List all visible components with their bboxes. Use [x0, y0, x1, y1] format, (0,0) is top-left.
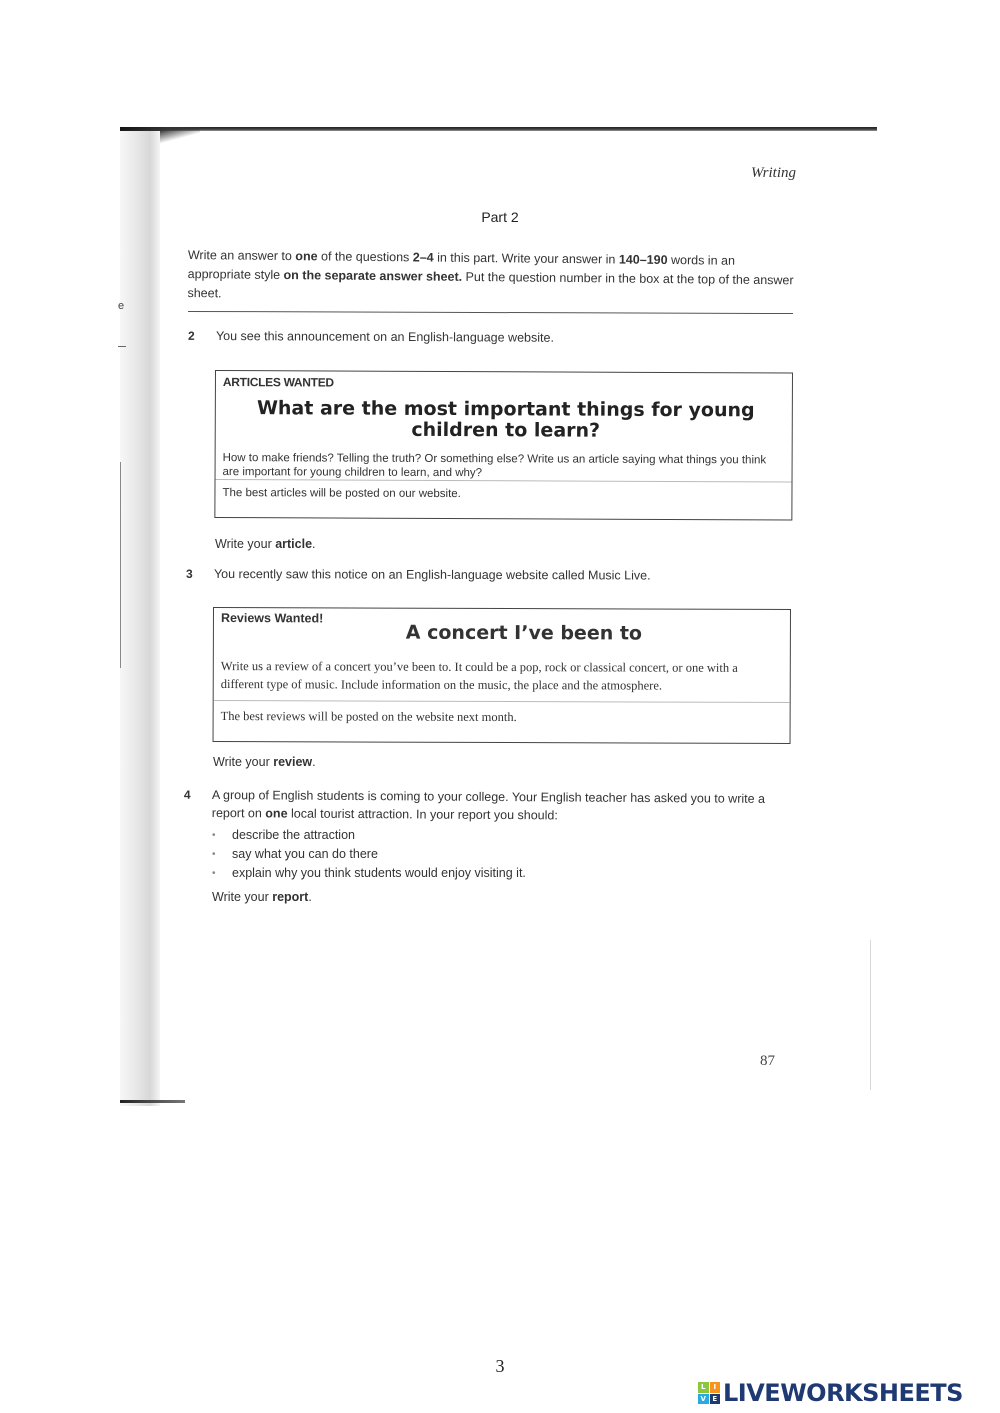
task-bold: article: [275, 537, 313, 551]
box-label: ARTICLES WANTED: [222, 375, 334, 390]
prompt-text: local tourist attraction. In your report you should:: [287, 806, 558, 823]
divider-rule: [188, 311, 793, 314]
question-2-prompt: [187, 328, 554, 345]
margin-bar: [120, 462, 121, 668]
liveworksheets-logo-icon: [698, 1382, 720, 1404]
page-right-edge: [870, 940, 871, 1090]
task-bold: report: [272, 890, 309, 904]
logo-tile: V: [698, 1394, 709, 1405]
prompt-text: You see this announcement on an English-language website.: [215, 329, 554, 345]
task-text: .: [312, 755, 316, 769]
list-item-text: explain why you think students would enjoy visiting it.: [232, 866, 526, 880]
bullet-icon: •: [212, 868, 216, 879]
bullet-icon: •: [212, 830, 216, 841]
question-2-task: [215, 537, 316, 551]
instructions-text: Put the question number in the box at the top of the answer sheet.: [187, 269, 794, 301]
instructions-text: words in an appropriate style: [187, 253, 736, 283]
page-top-edge: [120, 127, 877, 131]
box-divider: [214, 700, 790, 703]
running-head: Writing: [750, 165, 796, 181]
instructions-text: in this part. Write your answer in: [433, 250, 619, 267]
box-headline: A concert I’ve been to: [405, 621, 643, 645]
question-number: 4: [183, 787, 191, 802]
prompt-text: A group of English students is coming to your college. Your English teacher has asked you to write a report on: [211, 787, 766, 821]
instructions-bold: on the separate answer sheet.: [283, 268, 463, 284]
list-item: [212, 864, 526, 883]
book-page-number: 87: [760, 1053, 775, 1069]
margin-mark: e: [118, 300, 125, 312]
instructions-bold: 2–4: [412, 250, 434, 265]
instructions: [187, 246, 800, 309]
instructions-bold: one: [295, 249, 318, 264]
instructions-bold: 140–190: [618, 252, 668, 268]
margin-dash: [118, 346, 126, 347]
task-text: Write your: [212, 890, 273, 904]
prompt-bold: one: [265, 806, 288, 821]
task-bullet-list: [212, 826, 526, 883]
book-spine-shadow: [120, 131, 160, 1106]
box-body: How to make friends? Telling the truth? Or something else? Write us an article saying what things you think are important for young children to learn, and why?: [222, 452, 767, 480]
part-title: Part 2: [481, 209, 519, 225]
task-text: Write your: [213, 755, 274, 769]
list-item-text: describe the attraction: [232, 828, 355, 842]
question-4-prompt: [183, 786, 782, 826]
question-number: 3: [185, 566, 193, 581]
box-label: Reviews Wanted!: [220, 611, 324, 626]
task-text: .: [312, 537, 316, 551]
list-item-text: say what you can do there: [232, 847, 378, 861]
task-text: .: [308, 890, 312, 904]
liveworksheets-brand[interactable]: [698, 1380, 963, 1406]
question-3-prompt: [185, 566, 651, 583]
box-body: Write us a review of a concert you’ve been to. It could be a pop, rock or classical concert, or one with a different type of music. Include information on the music, the place and the atmosphere.: [220, 659, 738, 693]
box-headline: What are the most important things for young children to learn?: [256, 397, 755, 442]
brand-text: LIVEWORKSHEETS: [723, 1379, 963, 1407]
task-text: Write your: [215, 537, 276, 551]
question-4-task: [212, 890, 312, 904]
worksheet-page-number: 3: [495, 1356, 505, 1376]
box-note: The best articles will be posted on our website.: [222, 487, 461, 501]
logo-tile: E: [710, 1394, 721, 1405]
question-number: 2: [187, 328, 195, 343]
page-bottom-edge: [120, 1100, 185, 1103]
logo-tile: I: [710, 1382, 721, 1393]
notice-box: [213, 607, 791, 744]
bullet-icon: •: [212, 849, 216, 860]
logo-tile: L: [698, 1382, 709, 1393]
question-3-task: [213, 755, 316, 769]
announcement-box: [214, 370, 793, 521]
list-item: [212, 826, 526, 845]
list-item: [212, 845, 526, 864]
task-bold: review: [273, 755, 313, 769]
prompt-text: You recently saw this notice on an English-language website called Music Live.: [213, 567, 651, 583]
instructions-text: Write an answer to: [187, 247, 296, 264]
box-note: The best reviews will be posted on the website next month.: [220, 709, 517, 725]
instructions-text: of the questions: [317, 249, 413, 265]
